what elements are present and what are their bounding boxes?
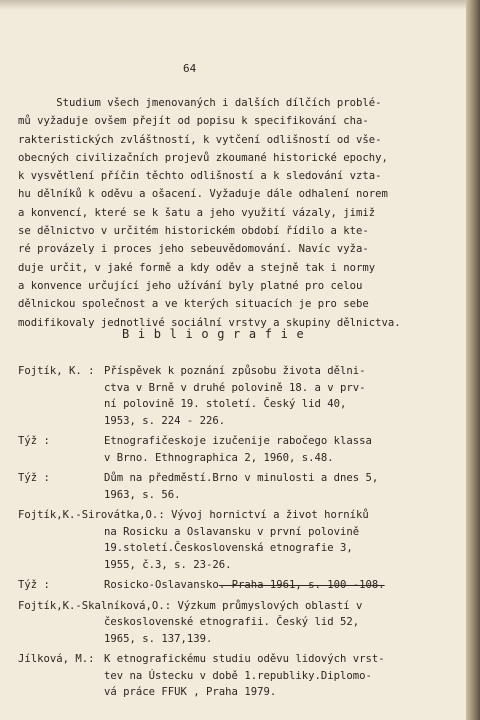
paragraph-line: mů vyžaduje ovšem přejít od popisu k specifikování cha- [18,115,369,128]
body-paragraph [18,94,408,332]
bibliography-entry [18,598,418,648]
paragraph-line: Studium všech jmenovaných i dalších dílčích problé- [18,97,382,109]
paragraph-line: se dělnictvo v určitém historickém období řídilo a kte- [18,225,369,238]
entry-line-struck [18,577,418,594]
entry-author: Fojtík, K. : [18,365,95,377]
bibliography-entry [18,433,418,466]
entry-line: 1963, s. 56. [104,488,181,501]
bibliography-entry [18,363,418,429]
entry-line: československé etnografii. Český lid 52, [104,616,360,628]
entry-author: Fojtík,K.-Skalníková,O.: [18,599,172,612]
paragraph-line: rakteristických zvláštností, k vytčení odlišností od vše- [18,133,382,146]
entry-author: Týž : [18,579,50,591]
entry-line: Etnografičeskoje izučenije rabočego klassa [104,435,372,447]
entry-line: 1953, s. 224 - 226. [104,414,226,427]
paragraph-line: k vysvětlení příčin těchto odlišností a k sledování vzta- [18,170,382,183]
entry-title-start: Vývoj hornictví a život horníků [164,509,369,521]
entry-author: Týž : [18,435,50,447]
entry-line: 1965, s. 137,139. [104,632,213,645]
paragraph-line: a konvencí, které se k šatu a jeho využití vázaly, jimiž [18,206,376,219]
page-number: 64 [183,62,197,75]
paragraph-line: ré provázely i proces jeho sebeuvědomování. Navíc vyža- [18,243,369,256]
entry-line: ctva v Brně v druhé polovině 18. a v prv- [104,381,366,394]
paragraph-line: duje určit, v jaké formě a kdy oděv a stejně tak i normy [18,261,376,274]
bibliography-entry [18,577,418,594]
paragraph-line: modifikovaly jednotlivé sociální vrstvy a skupiny dělnictva. [18,316,401,329]
paragraph-line: hu dělníků k oděvu a ošacení. Vyžaduje dále odhalení norem [18,188,388,201]
page-top-shadow [0,0,466,10]
entry-author: Jílková, M.: [18,653,95,665]
struck-through-text: . Praha 1961, s. 100 -108. [218,579,385,591]
entry-first-line [18,507,418,524]
entry-line: Příspěvek k poznání způsobu života dělni- [104,365,366,377]
entry-line: na Rosicku a Oslavansku v první polovině [104,525,360,538]
entry-title-plain: Rosicko-Oslavansko [104,579,219,591]
entry-line: tev na Ústecku v době 1.republiky.Diplomo- [104,669,372,682]
bibliography-heading: Bibliografie [122,327,313,341]
bibliography-entry [18,651,418,701]
entry-author: Týž : [18,472,50,484]
bibliography-entry [18,470,418,503]
entry-first-line [18,598,418,615]
bibliography-list [18,363,418,705]
entry-author: Fojtík,K.-Sirovátka,O.: [18,509,165,521]
book-binding-edge [466,0,480,720]
entry-line: K etnografickému studiu oděvu lidových vrst- [104,653,385,665]
entry-line: Dům na předměstí.Brno v minulosti a dnes 5, [104,472,379,484]
entry-line: ní polovině 19. století. Český lid 40, [104,398,347,410]
paragraph-line: obecných civilizačních projevů zkoumané historické epochy, [18,151,388,164]
entry-line: 1955, č.3, s. 23-26. [104,558,232,571]
entry-line: v Brno. Ethnographica 2, 1960, s.48. [104,451,334,464]
entry-line: vá práce FFUK , Praha 1979. [104,686,277,698]
bibliography-entry [18,507,418,573]
paragraph-line: dělnickou společnost a ve kterých situacích je pro sebe [18,298,369,311]
entry-line: 19.století.Československá etnografie 3, [104,542,353,554]
paragraph-line: a konvence určující jeho užívání byly platné pro celou [18,279,363,292]
entry-title-start: Výzkum průmyslových oblastí v [171,599,363,612]
